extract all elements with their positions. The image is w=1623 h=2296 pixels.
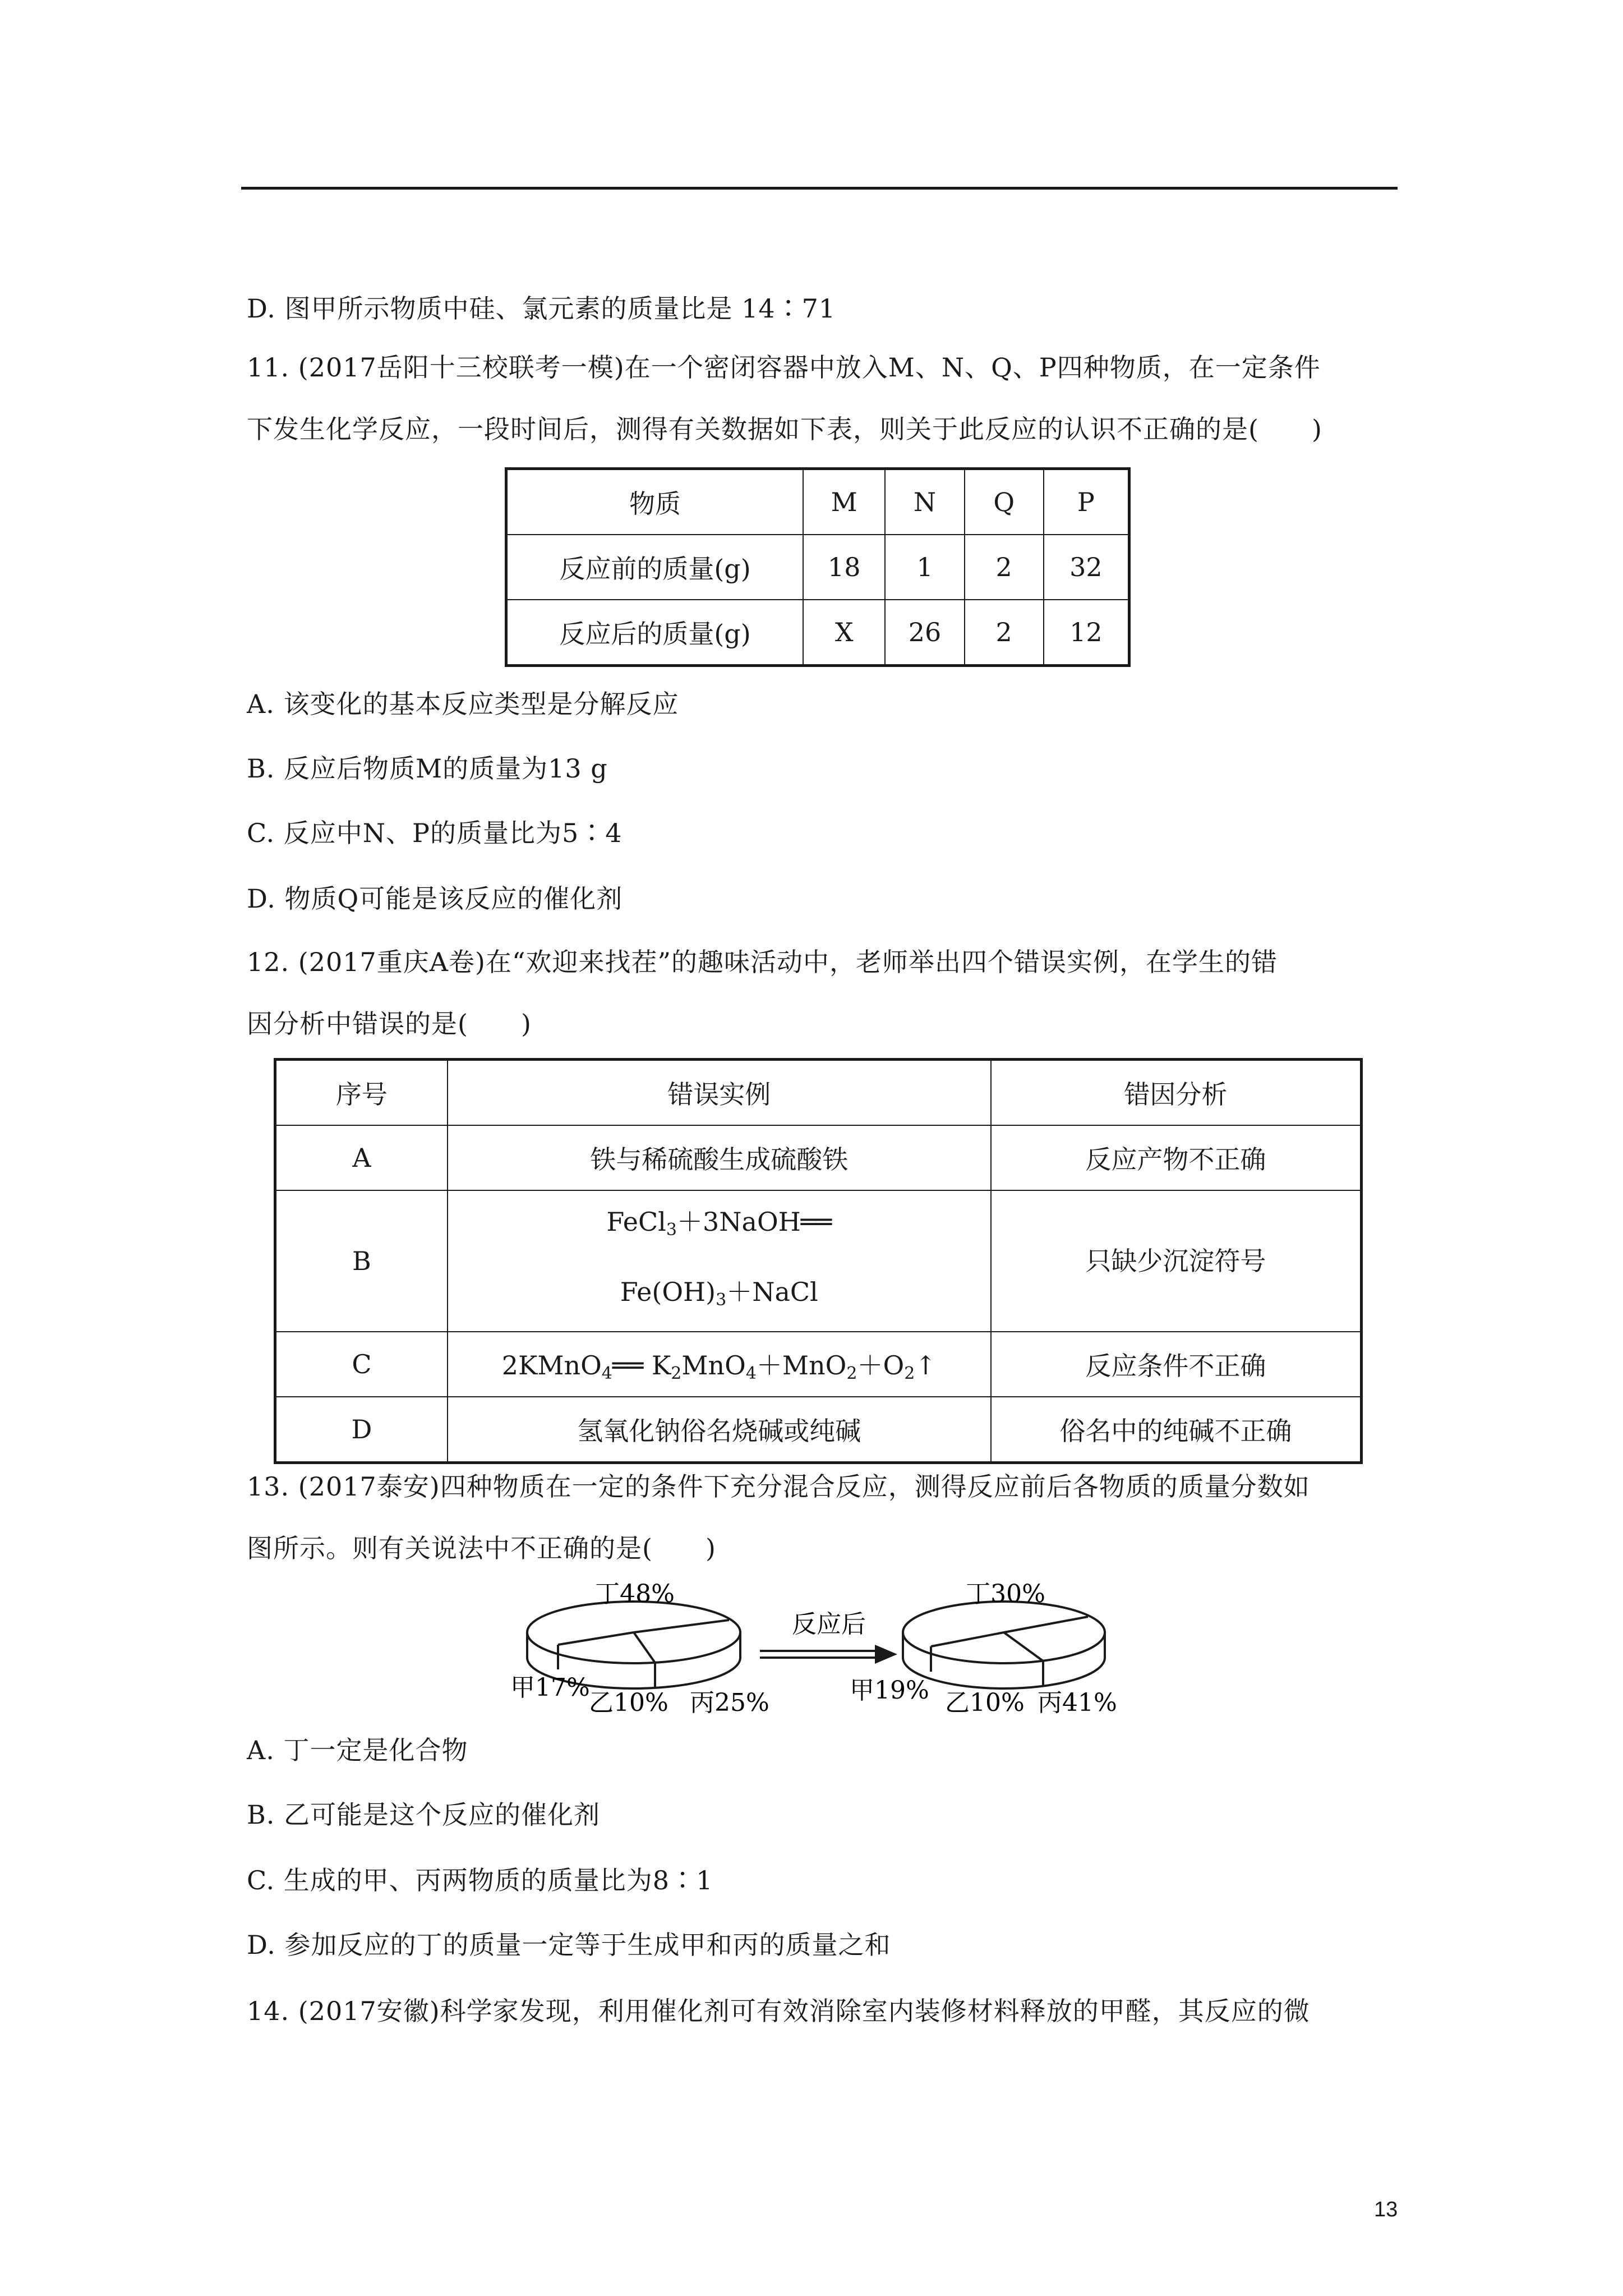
table-cell: 反应条件不正确: [991, 1332, 1362, 1397]
equation-line: $Fe(OH)_3+NaCl$: [620, 1277, 818, 1310]
q12-stem-line2: 因分析中错误的是( ): [247, 1009, 532, 1039]
pie-after: [903, 1602, 1105, 1688]
table-cell: 氢氧化钠俗名烧碱或纯碱: [448, 1397, 991, 1463]
header-rule: [241, 187, 1398, 190]
table-header-cell: N: [885, 469, 964, 535]
q13-stem-line1: 13. (2017泰安)四种物质在一定的条件下充分混合反应，测得反应前后各物质的质量分数如: [247, 1471, 1310, 1502]
table-cell: 俗名中的纯碱不正确: [991, 1397, 1362, 1463]
table-cell: B: [275, 1190, 448, 1332]
label-ding-before: 丁48%: [595, 1580, 675, 1608]
q11-option-d: D. 物质Q可能是该反应的催化剂: [247, 884, 623, 914]
table-cell: 反应前的质量(g): [506, 535, 804, 600]
table-cell: X: [803, 600, 885, 666]
table-cell: 反应后的质量(g): [506, 600, 804, 666]
label-ding-after: 丁30%: [966, 1580, 1045, 1608]
q11-stem-line2: 下发生化学反应，一段时间后，测得有关数据如下表，则关于此反应的认识不正确的是( ): [247, 414, 1322, 444]
q10-option-d: D. 图甲所示物质中硅、氯元素的质量比是 14∶71: [247, 293, 836, 324]
label-jia-before: 甲17%: [510, 1673, 590, 1702]
page-number: 13: [1374, 2198, 1398, 2221]
q13-option-c: C. 生成的甲、丙两物质的质量比为8∶1: [247, 1865, 713, 1895]
q14-stem-line1: 14. (2017安徽)科学家发现，利用催化剂可有效消除室内装修材料释放的甲醛，其反应的微: [247, 1996, 1310, 2026]
q13-option-a: A. 丁一定是化合物: [247, 1735, 468, 1765]
label-yi-after: 乙10%: [945, 1688, 1025, 1717]
q12-stem-line1: 12. (2017重庆A卷)在“欢迎来找茬”的趣味活动中，老师举出四个错误实例，在学生的错: [247, 947, 1278, 977]
table-header-cell: 序号: [275, 1060, 448, 1126]
table-row: [275, 1332, 1362, 1397]
q11-stem-line1: 11. (2017岳阳十三校联考一模)在一个密闭容器中放入M、N、Q、P四种物质，在一定条件: [247, 352, 1321, 383]
label-bing-before: 丙25%: [690, 1688, 769, 1717]
table-cell: 18: [803, 535, 885, 600]
q11-data-table: [505, 467, 1131, 667]
table-cell: 26: [885, 600, 964, 666]
table-row: [275, 1125, 1362, 1190]
q13-option-b: B. 乙可能是这个反应的催化剂: [247, 1800, 601, 1830]
q13-stem-line2: 图所示。则有关说法中不正确的是( ): [247, 1533, 716, 1563]
reaction-arrow: [760, 1645, 897, 1664]
table-cell: D: [275, 1397, 448, 1463]
arrow-label: 反应后: [792, 1610, 866, 1639]
q11-option-a: A. 该变化的基本反应类型是分解反应: [247, 689, 679, 719]
table-header-cell: P: [1044, 469, 1129, 535]
table-row: [506, 600, 1129, 666]
label-yi-before: 乙10%: [589, 1688, 668, 1717]
table-header-cell: M: [803, 469, 885, 535]
table-cell: 32: [1044, 535, 1129, 600]
label-jia-after: 甲19%: [850, 1676, 929, 1705]
table-row: [506, 469, 1129, 535]
q13-pie-figure: [505, 1576, 1133, 1722]
table-cell: A: [275, 1125, 448, 1190]
table-row: [275, 1190, 1362, 1332]
table-row: [275, 1060, 1362, 1126]
table-cell: 只缺少沉淀符号: [991, 1190, 1362, 1332]
q12-error-table: [274, 1058, 1363, 1464]
table-cell: 2: [965, 600, 1044, 666]
table-cell: 2: [965, 535, 1044, 600]
table-cell: 铁与稀硫酸生成硫酸铁: [448, 1125, 991, 1190]
table-cell: 1: [885, 535, 964, 600]
table-cell: 反应产物不正确: [991, 1125, 1362, 1190]
table-cell: C: [275, 1332, 448, 1397]
q11-option-b: B. 反应后物质M的质量为13 g: [247, 753, 608, 784]
table-cell-equation: 2KMnO$_4$══ $K_2MnO_4+MnO_2+O_2↑$: [448, 1332, 991, 1397]
table-cell: 12: [1044, 600, 1129, 666]
table-row: [506, 535, 1129, 600]
table-row: [275, 1397, 1362, 1463]
label-bing-after: 丙41%: [1038, 1688, 1117, 1717]
table-cell-equation: [448, 1190, 991, 1332]
q11-option-c: C. 反应中N、P的质量比为5∶4: [247, 818, 623, 848]
q13-option-d: D. 参加反应的丁的质量一定等于生成甲和丙的质量之和: [247, 1930, 891, 1960]
table-header-cell: 错因分析: [991, 1060, 1362, 1126]
table-header-cell: Q: [965, 469, 1044, 535]
equation-line: FeCl$_3$＋3NaOH══: [606, 1207, 832, 1240]
table-header-cell: 物质: [506, 469, 804, 535]
table-header-cell: 错误实例: [448, 1060, 991, 1126]
